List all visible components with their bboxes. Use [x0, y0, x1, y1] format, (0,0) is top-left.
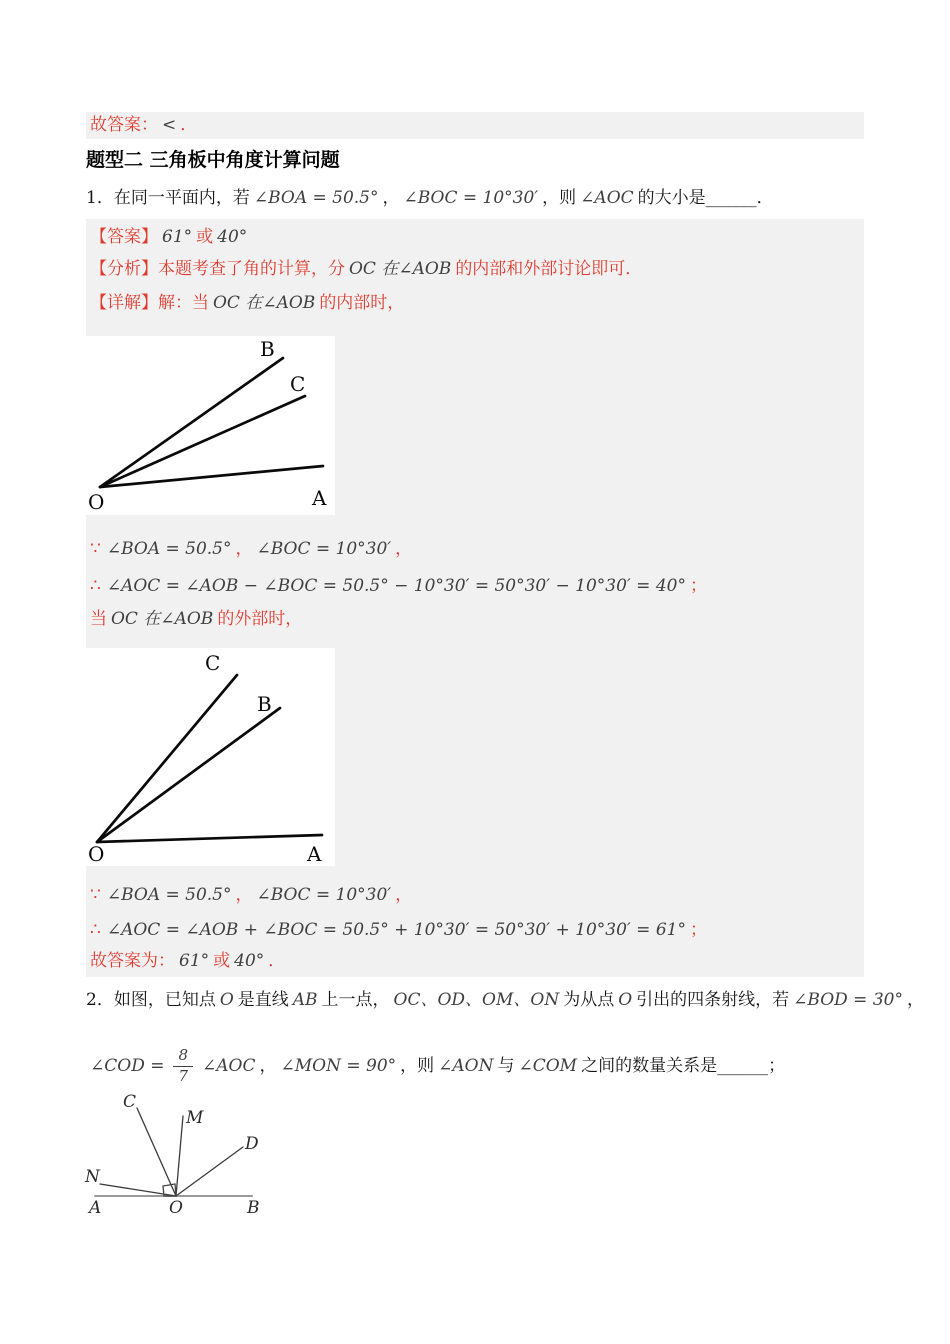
- text-segment: ∠BOC = 10°30′: [403, 188, 539, 208]
- text-segment: ∠BOC = 10°30′: [256, 539, 392, 559]
- figure-label-A: A: [89, 1198, 102, 1218]
- text-segment: O: [219, 990, 234, 1010]
- text-segment: ，: [235, 885, 253, 905]
- figure-label-A: A: [307, 842, 322, 866]
- text-segment: AB: [292, 990, 318, 1010]
- previous-answer-text: [86, 112, 864, 139]
- text-segment: ．: [180, 115, 198, 135]
- ray-OC: [97, 675, 237, 842]
- text-segment: 的大小是______．: [637, 188, 774, 208]
- figure-label-D: D: [245, 1134, 259, 1154]
- text-segment: 为从点: [563, 990, 615, 1010]
- text-segment: ∠BOD = 30°: [793, 990, 903, 1010]
- therefore-line-2: [90, 916, 707, 944]
- text-segment: ，: [906, 990, 924, 1010]
- figure-label-B: B: [260, 337, 275, 361]
- question-2-line-1: [86, 986, 924, 1014]
- text-segment: 之间的数量关系是______；: [581, 1056, 786, 1076]
- section-heading: 题型二 三角板中角度计算问题: [86, 149, 340, 171]
- figure-label-O: O: [88, 842, 105, 866]
- text-segment: 故答案：: [90, 115, 158, 135]
- detail-line: [90, 289, 404, 317]
- text-segment: ∠BOA = 50.5°: [253, 188, 379, 208]
- text-segment: ，则: [542, 188, 577, 208]
- text-segment: ∠COD =: [90, 1056, 165, 1076]
- text-segment: 2．如图，已知点: [86, 990, 216, 1010]
- text-segment: ，: [395, 885, 413, 905]
- because-line-1: [90, 535, 412, 563]
- text-segment: 40°: [217, 227, 248, 247]
- text-segment: OC 在∠AOB: [349, 259, 452, 279]
- figure-question-2-canvas: [85, 1092, 335, 1232]
- text-segment: ，: [395, 539, 413, 559]
- text-segment: 61°: [179, 951, 210, 971]
- figure-label-C: C: [123, 1092, 137, 1112]
- text-segment: 【分析】本题考查了角的计算，分: [90, 259, 345, 279]
- figure-question-2: [85, 1092, 335, 1232]
- text-segment: 的内部时，: [319, 293, 405, 313]
- ray-OB: [100, 358, 283, 487]
- text-segment: ；: [689, 920, 707, 940]
- text-segment: 是直线: [237, 990, 289, 1010]
- text-segment: 1．在同一平面内，若: [86, 188, 250, 208]
- text-segment: ∠BOC = 10°30′: [256, 885, 392, 905]
- final-answer-line: [90, 947, 285, 975]
- analysis-line: [90, 255, 642, 283]
- text-segment: 引出的四条射线，若: [636, 990, 790, 1010]
- text-segment: <: [162, 115, 177, 135]
- text-segment: 当: [90, 609, 107, 629]
- ray-OC: [100, 396, 305, 487]
- text-segment: O: [618, 990, 633, 1010]
- text-segment: 的内部和外部讨论即可．: [455, 259, 643, 279]
- text-segment: OC、OD、OM、ON: [393, 990, 560, 1010]
- figure-label-N: N: [85, 1167, 100, 1187]
- text-segment: ∠COM: [518, 1056, 578, 1076]
- because-line-2: [90, 881, 412, 909]
- figure-label-O: O: [169, 1198, 183, 1218]
- text-segment: ，: [235, 539, 253, 559]
- case-outside-line: [90, 605, 302, 633]
- text-segment: ∠AOC = ∠AOB − ∠BOC = 50.5° − 10°30′ = 50°30′ − 10°30′ = 40°: [106, 576, 686, 596]
- figure-interior-case: [86, 336, 335, 515]
- text-segment: 【详解】解：当: [90, 293, 209, 313]
- answer-line: [90, 223, 251, 251]
- text-segment: ∠AOC = ∠AOB + ∠BOC = 50.5° + 10°30′ = 50°30′ + 10°30′ = 61°: [106, 920, 686, 940]
- text-segment: 的外部时，: [217, 609, 303, 629]
- text-segment: ∠AOC: [202, 1056, 256, 1076]
- text-segment: ．: [268, 951, 286, 971]
- text-segment: ∠BOA = 50.5°: [106, 885, 232, 905]
- text-segment: ∴: [90, 576, 101, 596]
- text-segment: 故答案为：: [90, 951, 175, 971]
- text-segment: 61°: [162, 227, 193, 247]
- fraction: [173, 1047, 193, 1086]
- text-segment: ∠MON = 90°: [280, 1056, 397, 1076]
- text-segment: ∠AON: [438, 1056, 494, 1076]
- ray-OM: [176, 1116, 183, 1196]
- text-segment: ∠AOC: [580, 188, 634, 208]
- therefore-line-1: [90, 572, 707, 600]
- text-segment: 40°: [234, 951, 265, 971]
- text-segment: 【答案】: [90, 227, 158, 247]
- text-segment: OC 在∠AOB: [111, 609, 214, 629]
- figure-interior-case-canvas: [86, 336, 335, 515]
- previous-answer-band: [86, 112, 864, 139]
- fraction-denominator: 7: [178, 1067, 189, 1085]
- figure-exterior-case-canvas: [86, 648, 335, 866]
- figure-exterior-case: [86, 648, 335, 866]
- text-segment: ；: [689, 576, 707, 596]
- text-segment: 与: [497, 1056, 515, 1076]
- text-segment: ∵: [90, 885, 101, 905]
- ray-OB: [97, 708, 280, 842]
- text-segment: ∴: [90, 920, 101, 940]
- text-segment: 或: [213, 951, 231, 971]
- ray-OA: [97, 835, 322, 842]
- ray-OC: [137, 1108, 176, 1196]
- question-1: [86, 184, 774, 212]
- figure-label-C: C: [290, 372, 306, 396]
- text-segment: 上一点，: [321, 990, 390, 1010]
- figure-label-B: B: [257, 692, 272, 716]
- text-segment: ∠BOA = 50.5°: [106, 539, 232, 559]
- figure-label-M: M: [186, 1108, 204, 1128]
- text-segment: ∵: [90, 539, 101, 559]
- solution-block: [86, 219, 864, 977]
- figure-label-B: B: [247, 1198, 260, 1218]
- fraction-numerator: 8: [173, 1047, 193, 1067]
- figure-label-O: O: [88, 490, 105, 514]
- ray-OD: [176, 1147, 243, 1196]
- text-segment: 或: [196, 227, 214, 247]
- figure-label-C: C: [205, 651, 221, 675]
- text-segment: ，: [259, 1056, 277, 1076]
- figure-label-A: A: [312, 486, 327, 510]
- ray-OA: [100, 466, 323, 487]
- text-segment: ，: [382, 188, 400, 208]
- text-segment: OC 在∠AOB: [213, 293, 316, 313]
- text-segment: ，则: [400, 1056, 435, 1076]
- question-2-line-2: [86, 1040, 785, 1092]
